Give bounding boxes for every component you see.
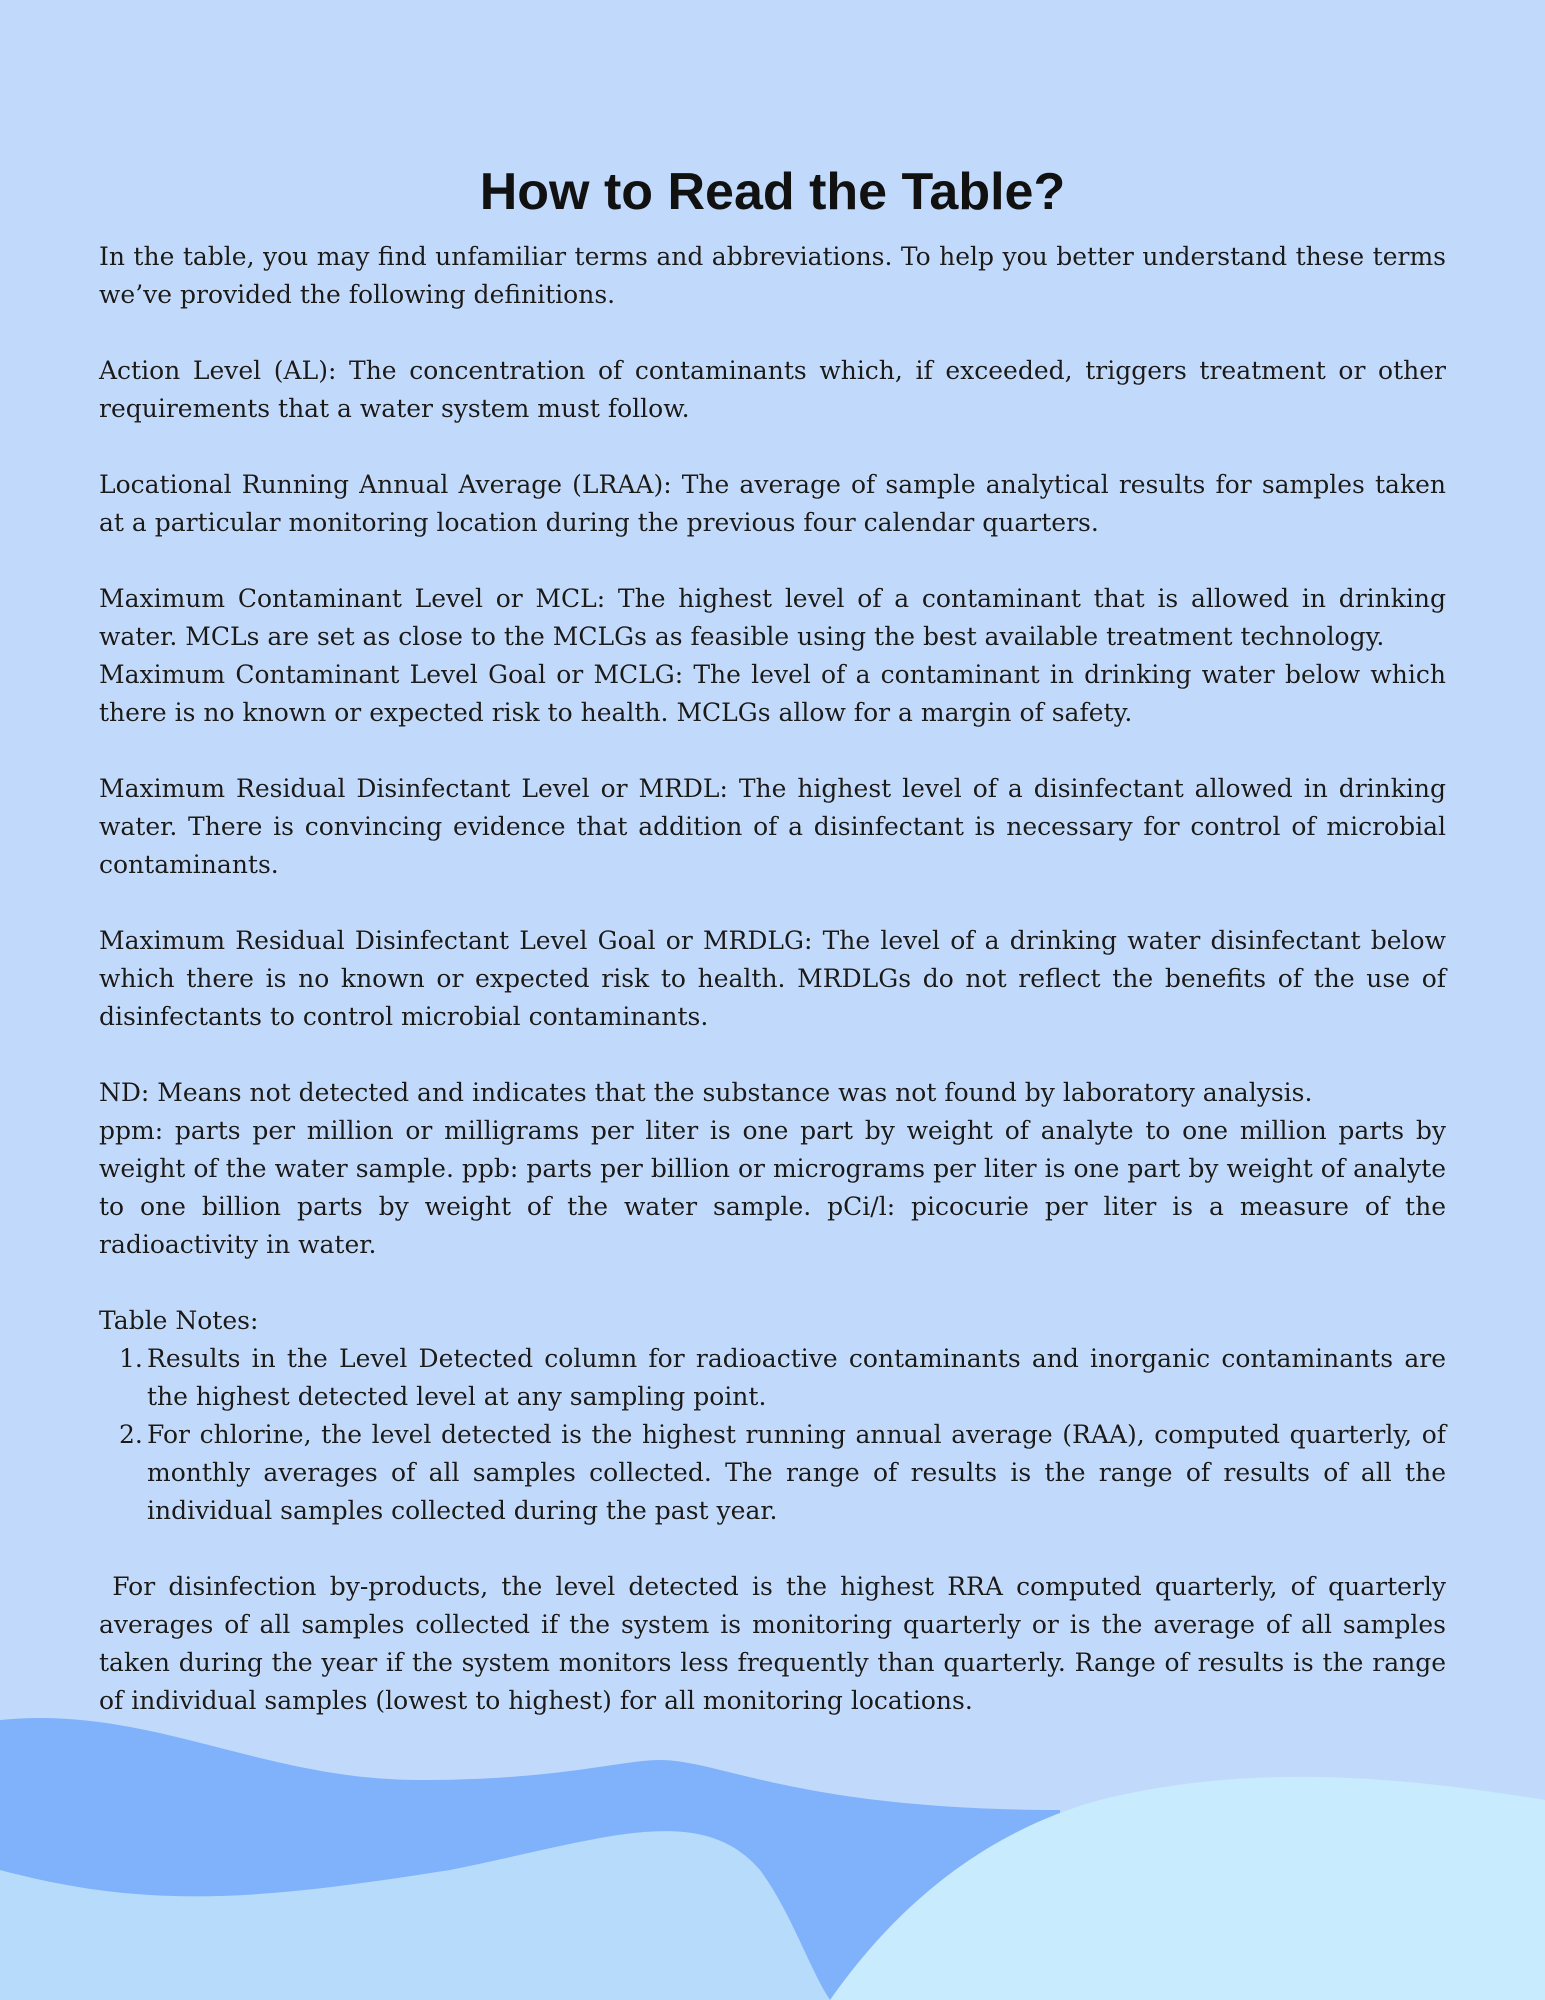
intro-paragraph: In the table, you may find unfamiliar terms and abbreviations. To help you better understand these terms we’ve provided the following definitions. <box>99 242 1446 309</box>
page-title: How to Read the Table? <box>479 163 1066 221</box>
definition-units: ppm: parts per million or milligrams per liter is one part by weight of analyte to one million parts by weight of the water sample. ppb: parts per billion or micrograms per liter is one part by weight of analyte to one billion parts by weight of the water sample. pCi/l: picocurie per liter is a measure of the radioactivity in water. <box>99 1116 1446 1259</box>
decorative-waves <box>0 1700 1545 2000</box>
definition-lraa: Locational Running Annual Average (LRAA): The average of sample analytical results for samples taken at a particular monitoring location during the previous four calendar quarters. <box>99 470 1446 537</box>
table-note-item <box>119 1416 1446 1530</box>
table-note-text: Results in the Level Detected column for radioactive contaminants and inorganic contaminants are the highest detected level at any sampling point. <box>147 1344 1446 1411</box>
definition-nd: ND: Means not detected and indicates that the substance was not found by laboratory analysis. <box>99 1078 1313 1107</box>
table-notes-list <box>99 1340 1446 1530</box>
page-content <box>99 0 1446 1720</box>
definition-mrdlg: Maximum Residual Disinfectant Level Goal or MRDLG: The level of a drinking water disinfectant below which there is no known or expected risk to health. MRDLGs do not reflect the benefits of the use of disinfectants to control microbial contaminants. <box>99 926 1446 1031</box>
definition-mrdl: Maximum Residual Disinfectant Level or MRDL: The highest level of a disinfectant allowed in drinking water. There is convincing evidence that addition of a disinfectant is necessary for control of microbial contaminants. <box>99 774 1446 879</box>
table-note-text: For chlorine, the level detected is the highest running annual average (RAA), computed quarterly, of monthly averages of all samples collected. The range of results is the range of results of all the individual samples collected during the past year. <box>147 1420 1446 1525</box>
closing-paragraph <box>99 1568 1446 1720</box>
table-note-item <box>119 1340 1446 1416</box>
definition-mcl: Maximum Contaminant Level or MCL: The highest level of a contaminant that is allowed in drinking water. MCLs are set as close to the MCLGs as feasible using the best available treatment technology. <box>99 584 1446 651</box>
definition-mclg: Maximum Contaminant Level Goal or MCLG: The level of a contaminant in drinking water below which there is no known or expected risk to health. MCLGs allow for a margin of safety. <box>99 660 1446 727</box>
table-note-number: 2. <box>119 1420 143 1449</box>
definition-action-level: Action Level (AL): The concentration of contaminants which, if exceeded, triggers treatment or other requirements that a water system must follow. <box>99 356 1446 423</box>
table-note-number: 1. <box>119 1344 143 1373</box>
closing-text: For disinfection by-products, the level detected is the highest RRA computed quarterly, of quarterly averages of all samples collected if the system is monitoring quarterly or is the average of all samples taken during the year if the system monitors less frequently than quarterly. Range of results is the range of individual samples (lowest to highest) for all monitoring locations. <box>99 1572 1446 1715</box>
table-notes-heading: Table Notes: <box>99 1306 259 1335</box>
